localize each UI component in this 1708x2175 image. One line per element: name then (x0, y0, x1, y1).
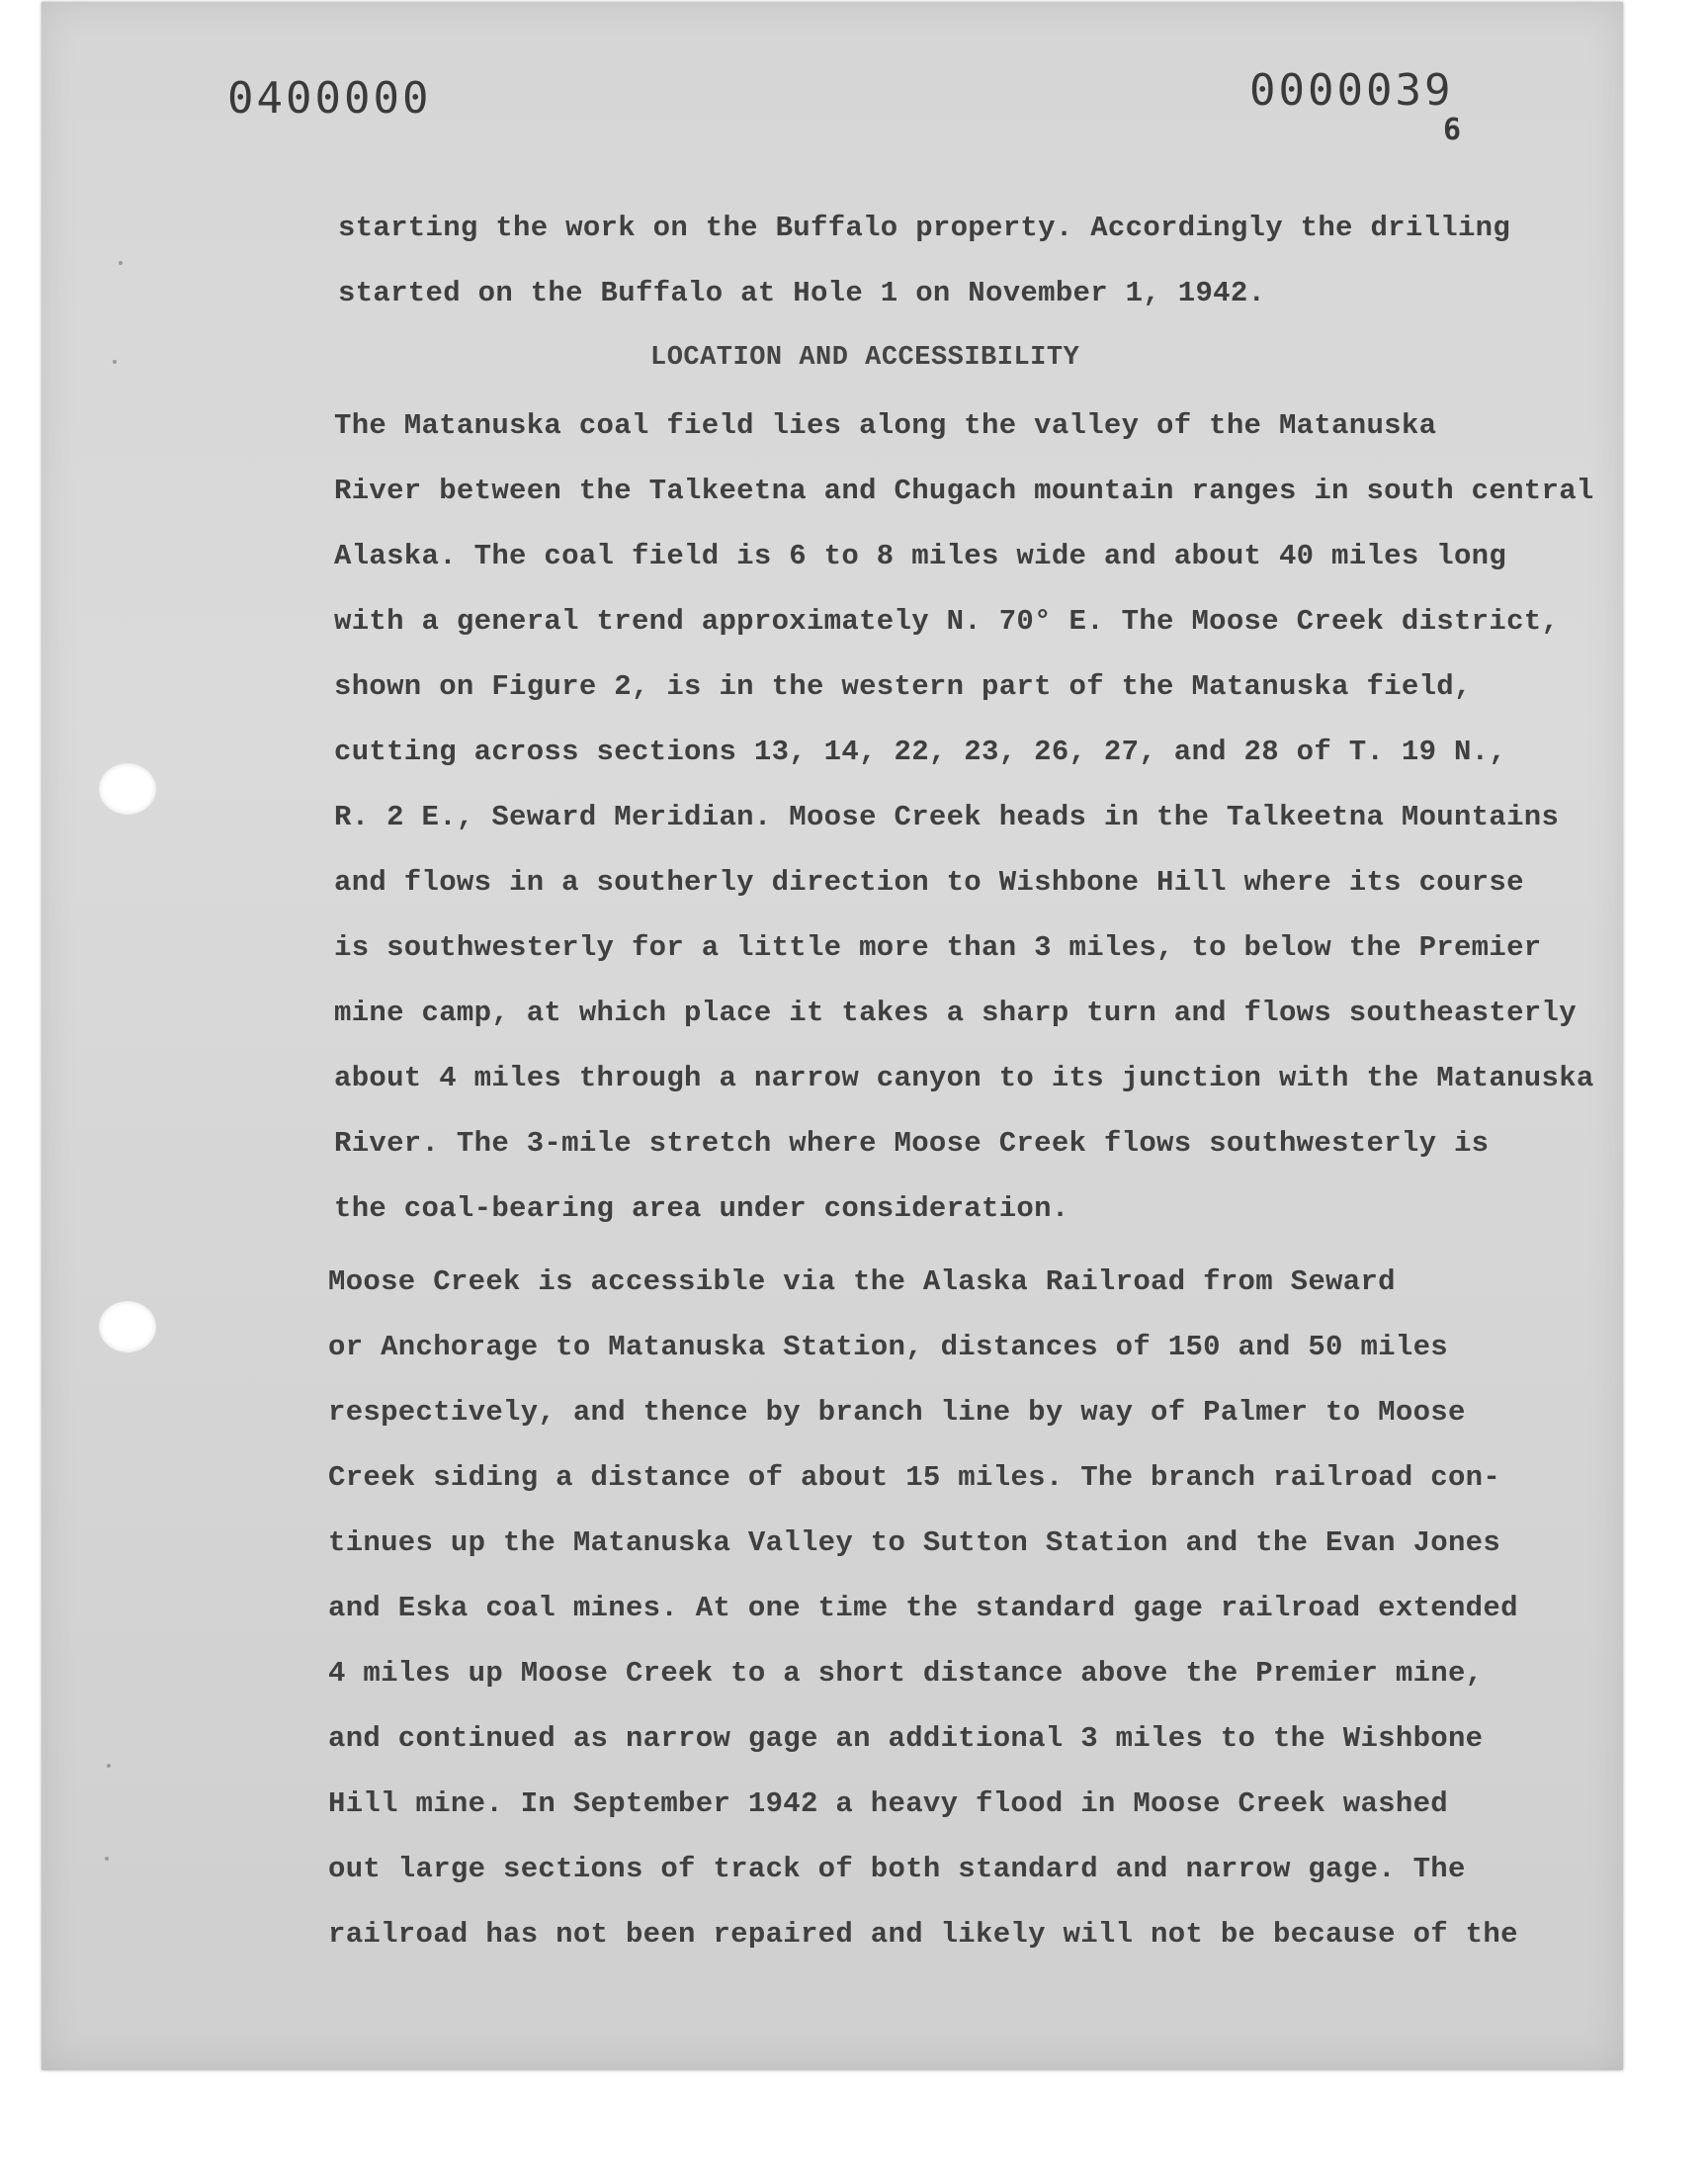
text-line: about 4 miles through a narrow canyon to its junction with the Matanuska (334, 1062, 1594, 1094)
scan-speck (113, 360, 117, 364)
text-line: is southwesterly for a little more than 3 miles, to below the Premier (334, 931, 1542, 964)
text-line: River between the Talkeetna and Chugach mountain ranges in south central (334, 475, 1594, 507)
scanned-page (42, 2, 1623, 2070)
text-line: started on the Buffalo at Hole 1 on November 1, 1942. (338, 277, 1266, 309)
scan-speck (107, 1764, 111, 1768)
text-line: Alaska. The coal field is 6 to 8 miles wide and about 40 miles long (334, 540, 1507, 572)
text-line: the coal-bearing area under consideration. (334, 1192, 1069, 1225)
text-line: cutting across sections 13, 14, 22, 23, 26, 27, and 28 of T. 19 N., (334, 736, 1507, 768)
text-line: Moose Creek is accessible via the Alaska Railroad from Seward (328, 1265, 1396, 1298)
text-line: respectively, and thence by branch line by way of Palmer to Moose (328, 1396, 1466, 1429)
scan-speck (119, 261, 123, 265)
punch-hole-bottom (99, 1301, 156, 1352)
text-line: mine camp, at which place it takes a sharp turn and flows southeasterly (334, 997, 1577, 1029)
text-line: and Eska coal mines. At one time the standard gage railroad extended (328, 1592, 1518, 1624)
text-line: River. The 3-mile stretch where Moose Creek flows southwesterly is (334, 1127, 1490, 1160)
text-line: out large sections of track of both standard and narrow gage. The (328, 1853, 1466, 1885)
text-line: tinues up the Matanuska Valley to Sutton Station and the Evan Jones (328, 1526, 1501, 1559)
document-stamp-left: 0400000 (227, 73, 432, 124)
page-number: 6 (1443, 113, 1462, 147)
section-heading: LOCATION AND ACCESSIBILITY (650, 343, 1080, 373)
scan-speck (105, 1857, 109, 1861)
text-line: R. 2 E., Seward Meridian. Moose Creek heads in the Talkeetna Mountains (334, 801, 1560, 833)
text-line: starting the work on the Buffalo property. Accordingly the drilling (338, 212, 1511, 244)
text-line: Hill mine. In September 1942 a heavy flood in Moose Creek washed (328, 1787, 1448, 1820)
text-line: The Matanuska coal field lies along the valley of the Matanuska (334, 409, 1437, 442)
text-line: and flows in a southerly direction to Wishbone Hill where its course (334, 866, 1524, 899)
text-line: and continued as narrow gage an additional 3 miles to the Wishbone (328, 1722, 1484, 1755)
text-line: with a general trend approximately N. 70° E. The Moose Creek district, (334, 605, 1560, 638)
text-line: shown on Figure 2, is in the western part of the Matanuska field, (334, 670, 1472, 703)
punch-hole-top (99, 763, 156, 815)
document-stamp-right: 0000039 (1249, 65, 1454, 116)
text-line: Creek siding a distance of about 15 miles. The branch railroad con- (328, 1461, 1501, 1494)
text-line: railroad has not been repaired and likely will not be because of the (328, 1918, 1518, 1951)
text-line: or Anchorage to Matanuska Station, distances of 150 and 50 miles (328, 1331, 1448, 1363)
text-line: 4 miles up Moose Creek to a short distance above the Premier mine, (328, 1657, 1484, 1690)
